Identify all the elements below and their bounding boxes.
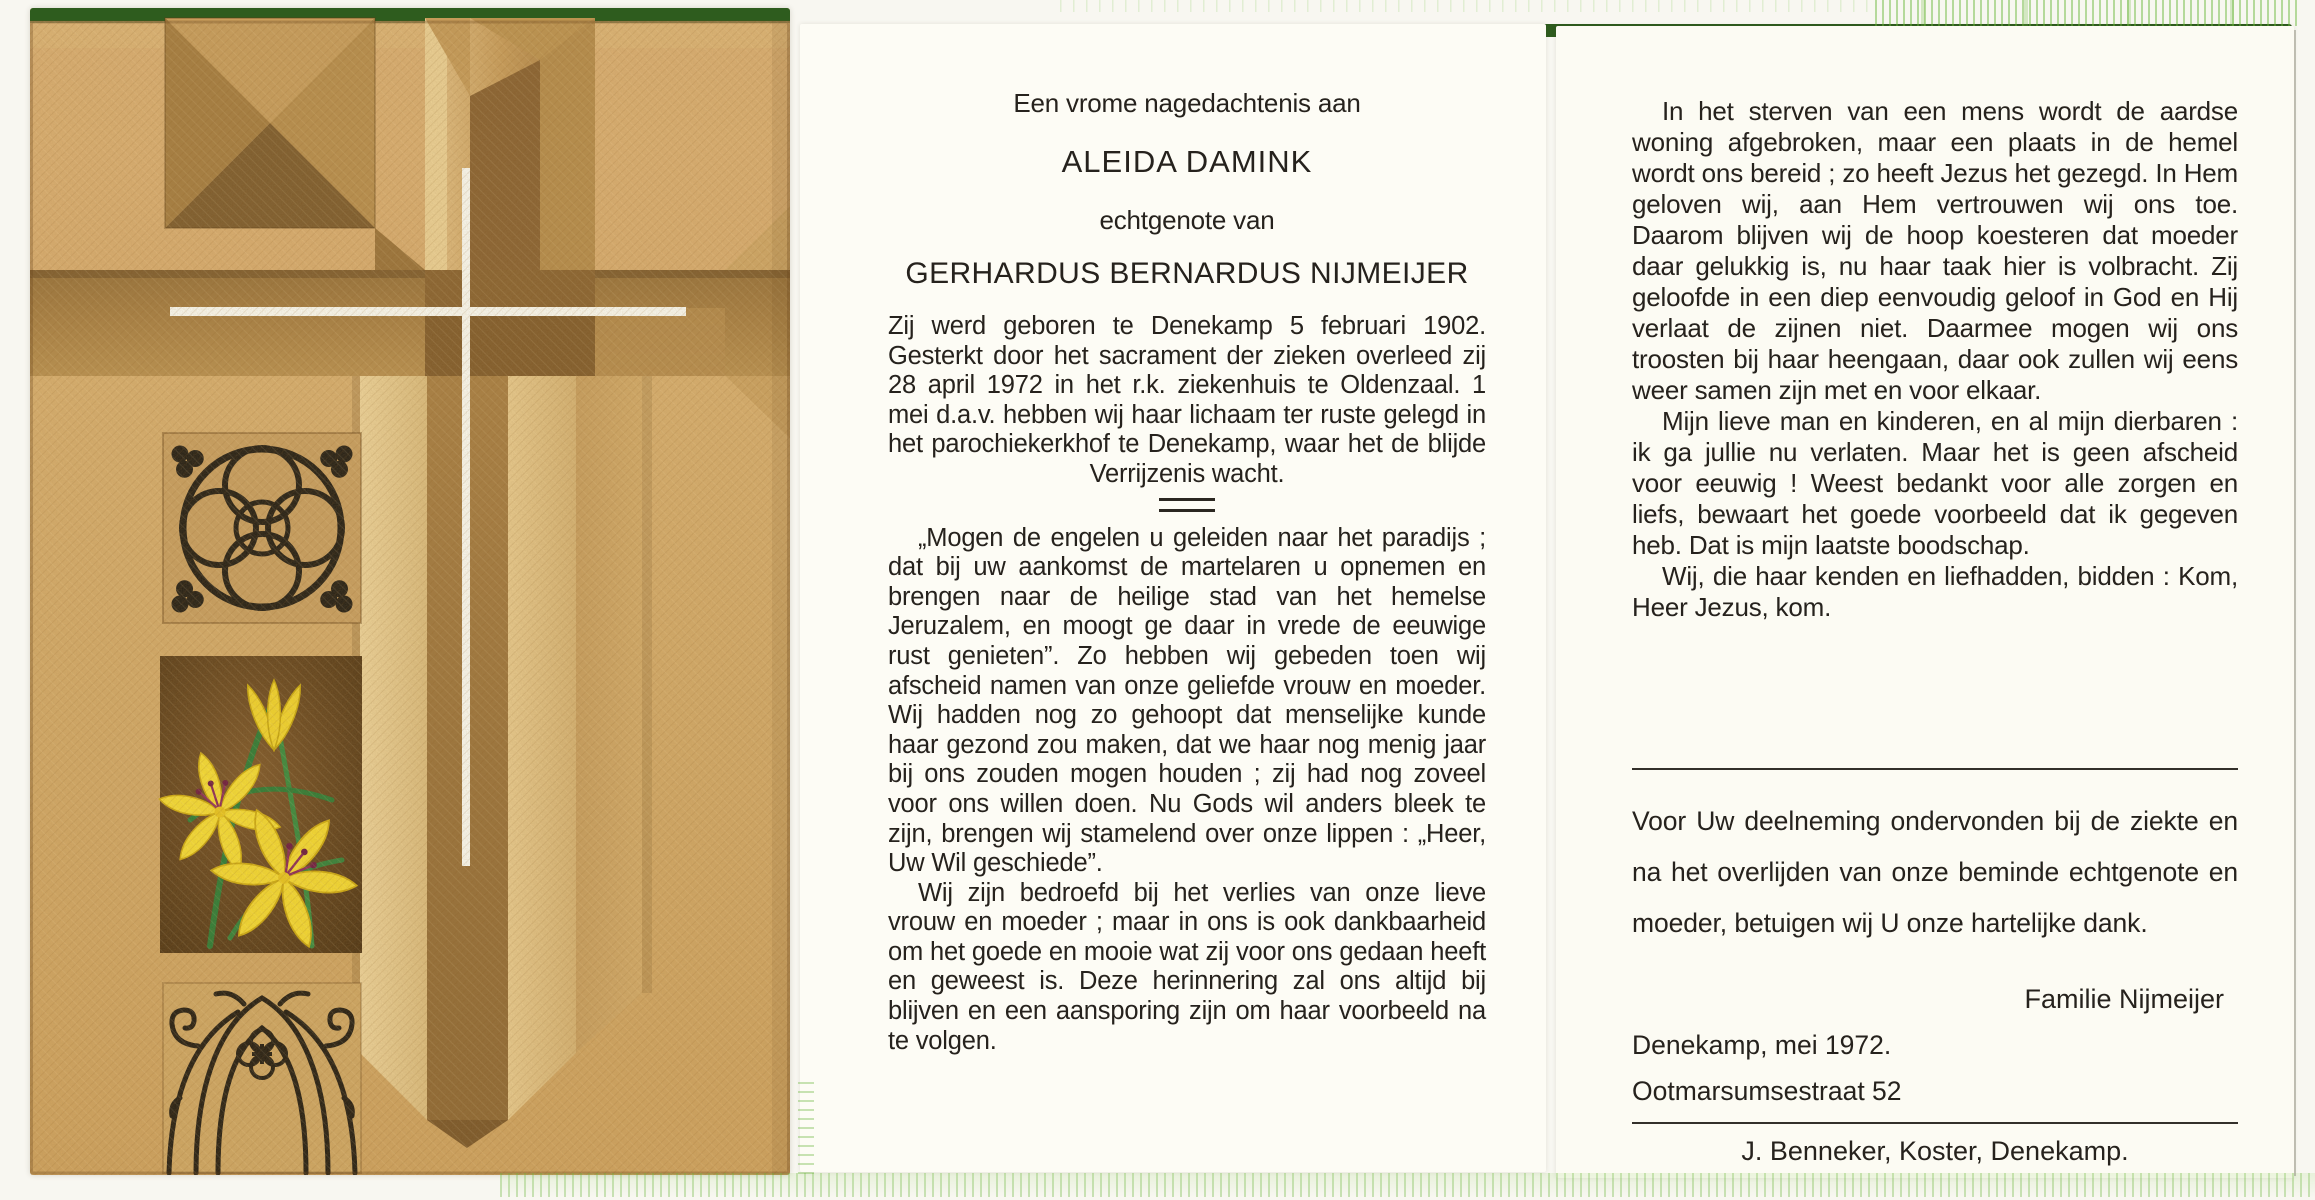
family-signature: Familie Nijmeijer <box>2024 984 2224 1014</box>
deceased-name: ALEIDA DAMINK <box>1061 144 1313 179</box>
divider-rule-top <box>1632 768 2238 770</box>
intro-line: Een vrome nagedachtenis aan <box>1013 88 1361 118</box>
front-cover-panel <box>30 8 790 1175</box>
spouse-name: GERHARDUS BERNARDUS NIJMEIJER <box>905 257 1469 290</box>
consolation-text-page <box>1556 26 2294 1178</box>
paragraph-biography: Zij werd geboren te Denekamp 5 februari 1902. Gesterkt door het sacrament der zieken overleed zij 28 april 1972 in het r.k. ziekenhuis te Oldenzaal. 1 mei d.a.v. hebben wij haar lichaam ter ruste gelegd in het parochiekerkhof te Denekamp, waar het de blijde Verrijzenis wacht. <box>888 312 1486 488</box>
memorial-text-page <box>800 24 1546 1172</box>
paragraph-grief: Wij zijn bedroefd bij het verlies van onze lieve vrouw en moeder ; maar in ons is ook dankbaarheid om het goede en mooie wat zij voor ons gedaan heeft en geweest is. Deze herinnering zal ons altijd bij blijven en een aansporing zijn om haar voorbeeld na te volgen. <box>888 878 1486 1055</box>
scanner-artifact-top-right <box>1875 0 2300 26</box>
card-right-edge <box>2294 30 2296 1176</box>
paragraph-consolation: In het sterven van een mens wordt de aardse woning afgebroken, maar een plaats in de hemel wordt ons bereid ; zo heeft Jezus het gezegd. In Hem geloven wij, aan Hem vertrouwen wij ons toe. Daarom blijven wij de hoop koesteren dat moeder daar gelukkig is, nu haar taak hier is volbracht. Zij geloofde in een diep eenvoudig geloof in God en Hij verlaat de zijnen niet. Daarmee mogen wij ons troosten bij haar heengaan, daar ook zullen wij eens weer samen zijn met en voor elkaar. <box>1632 96 2238 405</box>
paragraph-prayer: „Mogen de engelen u geleiden naar het paradijs ; dat bij uw aankomst de martelaren u opnemen en brengen naar de heilige stad van het hemelse Jeruzalem, en moogt ge daar in vrede de eeuwige rust genieten”. Zo hebben wij gebeden toen wij afscheid namen van onze geliefde vrouw en moeder. Wij hadden nog zo gehoopt dat menselijke kunde haar gezond zou maken, dat we haar nog menig jaar bij ons zouden mogen houden ; zij had nog zoveel voor ons willen doen. Nu Gods wil anders bleek te zijn, brengen wij stamelend over onze lippen : „Heer, Uw Wil geschiede”. <box>888 523 1486 878</box>
cover-top-green-strip <box>30 8 790 21</box>
consolation-body-text <box>1632 96 2238 623</box>
wood-cross-artwork <box>30 8 790 1175</box>
section-divider <box>1159 498 1215 512</box>
memorial-body-text <box>888 312 1486 1056</box>
relation-line: echtgenote van <box>1099 205 1275 235</box>
place-date-line: Denekamp, mei 1972. <box>1632 1030 1892 1060</box>
paragraph-farewell: Mijn lieve man en kinderen, en al mijn dierbaren : ik ga jullie nu verlaten. Maar het is geen afscheid voor eeuwig ! Weest bedankt voor alle zorgen en liefs, bewaart het goede voorbeeld dat ik gegeven heb. Dat is mijn laatste boodschap. <box>1632 406 2238 560</box>
printer-line: J. Benneker, Koster, Denekamp. <box>1741 1136 2129 1166</box>
paragraph-invocation: Wij, die haar kenden en liefhadden, bidden : Kom, Heer Jezus, kom. <box>1632 561 2238 622</box>
scanner-artifact-top-middle <box>1060 0 1875 12</box>
divider-rule-bottom <box>1632 1122 2238 1124</box>
paragraph-thanks: Voor Uw deelneming ondervonden bij de ziekte en na het overlijden van onze beminde echtgenote en moeder, betuigen wij U onze hartelijke dank. <box>1632 806 2238 938</box>
address-line: Ootmarsumsestraat 52 <box>1632 1076 1902 1106</box>
